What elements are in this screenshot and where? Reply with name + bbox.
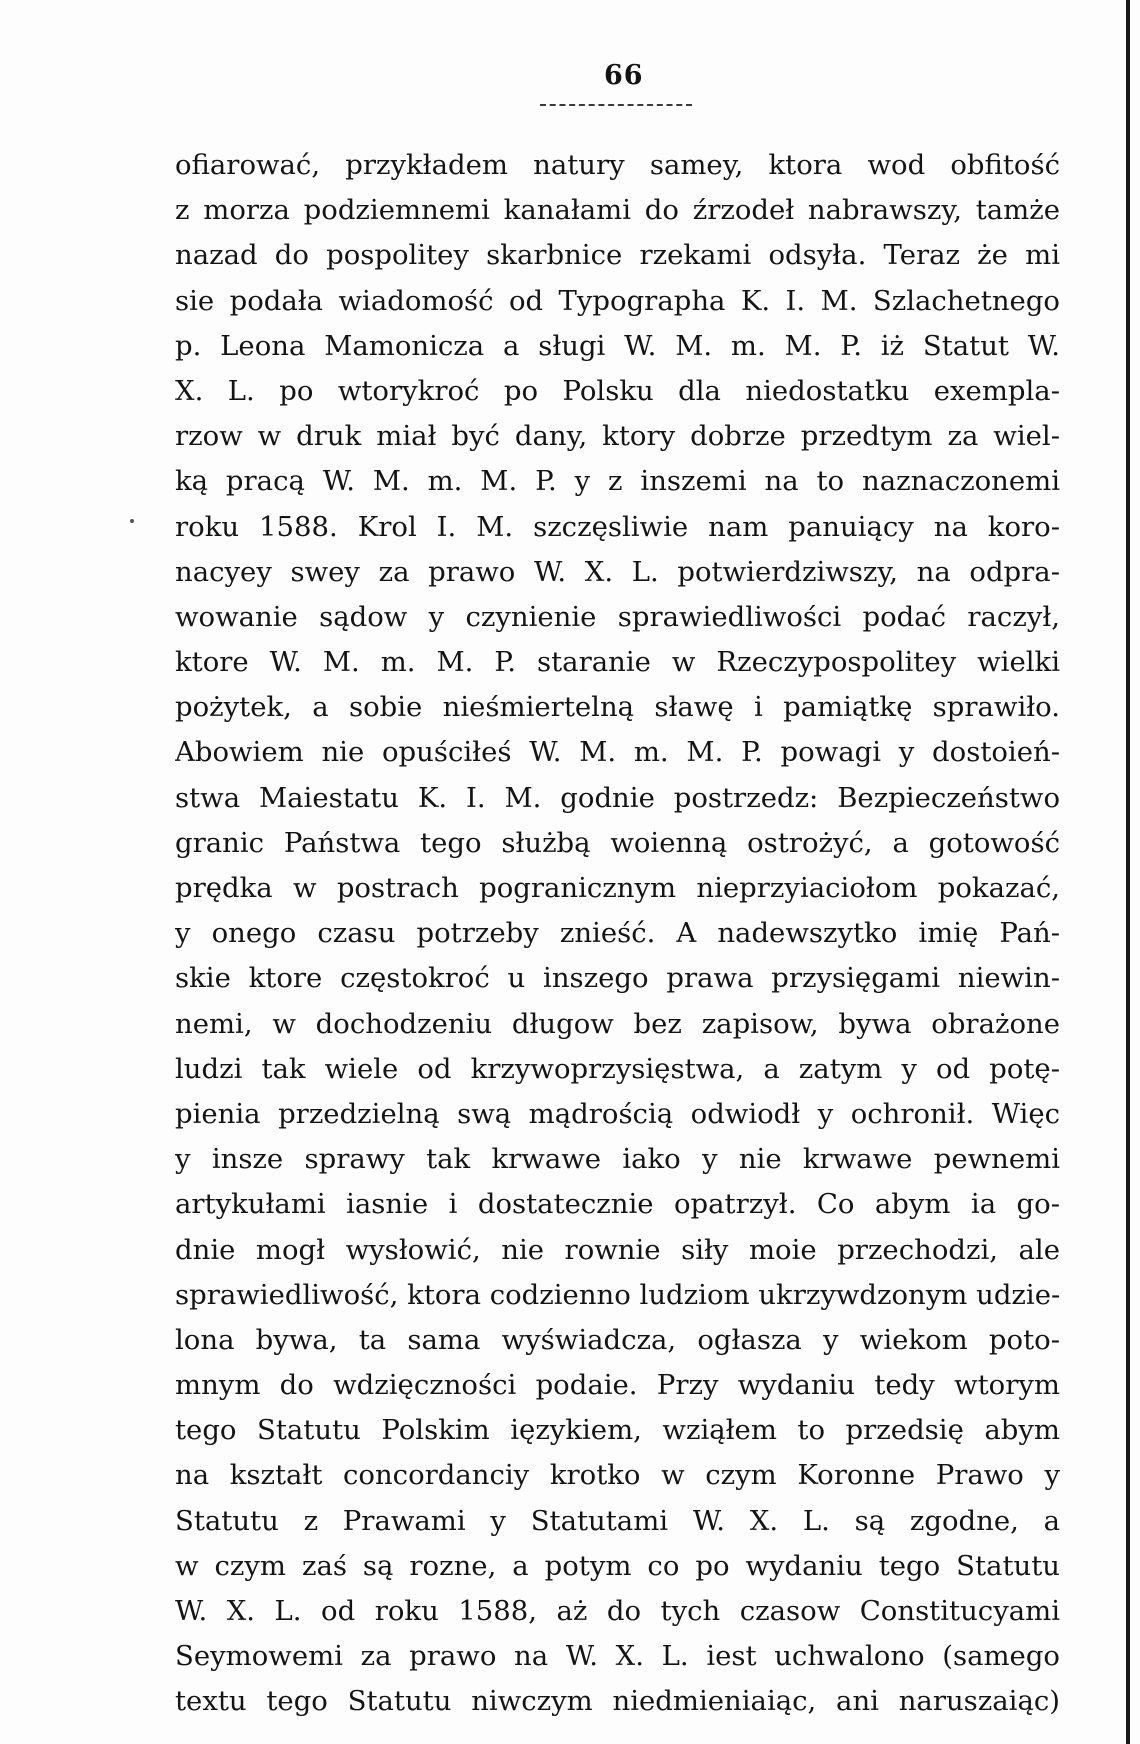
text-line: y onego czasu potrzeby znieść. A nadewszytko imię Pań- [175, 917, 1060, 950]
text-line: granic Państwa tego służbą woienną ostrożyć, a gotowość [175, 826, 1060, 859]
text-line: mnym do wdzięczności podaie. Przy wydaniu tedy wtorym [175, 1369, 1060, 1402]
text-line: na kształt concordanciy krotko w czym Koronne Prawo y [175, 1459, 1060, 1492]
page-number: 66 [604, 60, 644, 91]
text-line: w czym zaś są rozne, a potym co po wydaniu tego Statutu [175, 1549, 1060, 1582]
text-line: X. L. po wtorykroć po Polsku dla niedostatku exempla- [175, 374, 1060, 407]
text-line: nacyey swey za prawo W. X. L. potwierdziwszy, na odpra- [175, 555, 1060, 588]
text-line: p. Leona Mamonicza a sługi W. M. m. M. P. iż Statut W. [175, 329, 1060, 362]
text-line: sie podała wiadomość od Typographa K. I. M. Szlachetnego [175, 284, 1060, 317]
page-number-rule [540, 104, 692, 106]
text-line: stwa Maiestatu K. I. M. godnie postrzedz: Bezpieczeństwo [175, 781, 1060, 814]
text-line: ką pracą W. M. m. M. P. y z inszemi na to naznaczonemi [175, 465, 1060, 498]
scan-edge-line [1126, 0, 1130, 1744]
text-line: dnie mogł wysłowić, nie rownie siły moie przechodzi, ale [175, 1233, 1060, 1266]
text-line: artykułami iasnie i dostatecznie opatrzył. Co abym ia go- [175, 1188, 1060, 1221]
text-line: textu tego Statutu niwczym niedmieniaiąc, ani naruszaiąc) [175, 1685, 1060, 1718]
text-line: skie ktore częstokroć u inszego prawa przysięgami niewin- [175, 962, 1060, 995]
text-line: rzow w druk miał być dany, ktory dobrze przedtym za wiel- [175, 420, 1060, 453]
text-line: W. X. L. od roku 1588, aż do tych czasow Constitucyami [175, 1595, 1060, 1627]
text-line: Seymowemi za prawo na W. X. L. iest uchwalono (samego [175, 1640, 1060, 1673]
text-line: Statutu z Prawami y Statutami W. X. L. są zgodne, a [175, 1504, 1060, 1537]
text-line: ofiarować, przykładem natury samey, ktora wod obfitość [175, 149, 1060, 181]
text-line: pożytek, a sobie nieśmiertelną sławę i pamiątkę sprawiło. [175, 691, 1060, 724]
body-text [175, 143, 1060, 1725]
text-line: nemi, w dochodzeniu długow bez zapisow, bywa obrażone [175, 1007, 1060, 1040]
text-line: y insze sprawy tak krwawe iako y nie krwawe pewnemi [175, 1143, 1060, 1176]
text-line: tego Statutu Polskim ięzykiem, wziąłem to przedsię abym [175, 1414, 1060, 1447]
margin-mark [130, 519, 134, 523]
text-line: lona bywa, ta sama wyświadcza, ogłasza y wiekom poto- [175, 1323, 1060, 1356]
text-line: sprawiedliwość, ktora codzienno ludziom ukrzywdzonym udzie- [175, 1278, 1060, 1311]
text-line: wowanie sądow y czynienie sprawiedliwości podać raczył, [175, 600, 1060, 633]
text-line: ludzi tak wiele od krzywoprzysięstwa, a zatym y od potę- [175, 1052, 1060, 1085]
text-line: ktore W. M. m. M. P. staranie w Rzeczypospolitey wielki [175, 646, 1060, 679]
text-line: pienia przedzielną swą mądrością odwiodł y ochronił. Więc [175, 1097, 1060, 1130]
text-line: nazad do pospolitey skarbnice rzekami odsyła. Teraz że mi [175, 239, 1060, 272]
text-line: prędka w postrach pogranicznym nieprzyiaciołom pokazać, [175, 872, 1060, 904]
text-line: roku 1588. Krol I. M. szczęsliwie nam panuiący na koro- [175, 510, 1060, 543]
text-line: z morza podziemnemi kanałami do źrzodeł nabrawszy, tamże [175, 194, 1060, 227]
text-line: Abowiem nie opuściłeś W. M. m. M. P. powagi y dostoień- [175, 736, 1060, 769]
